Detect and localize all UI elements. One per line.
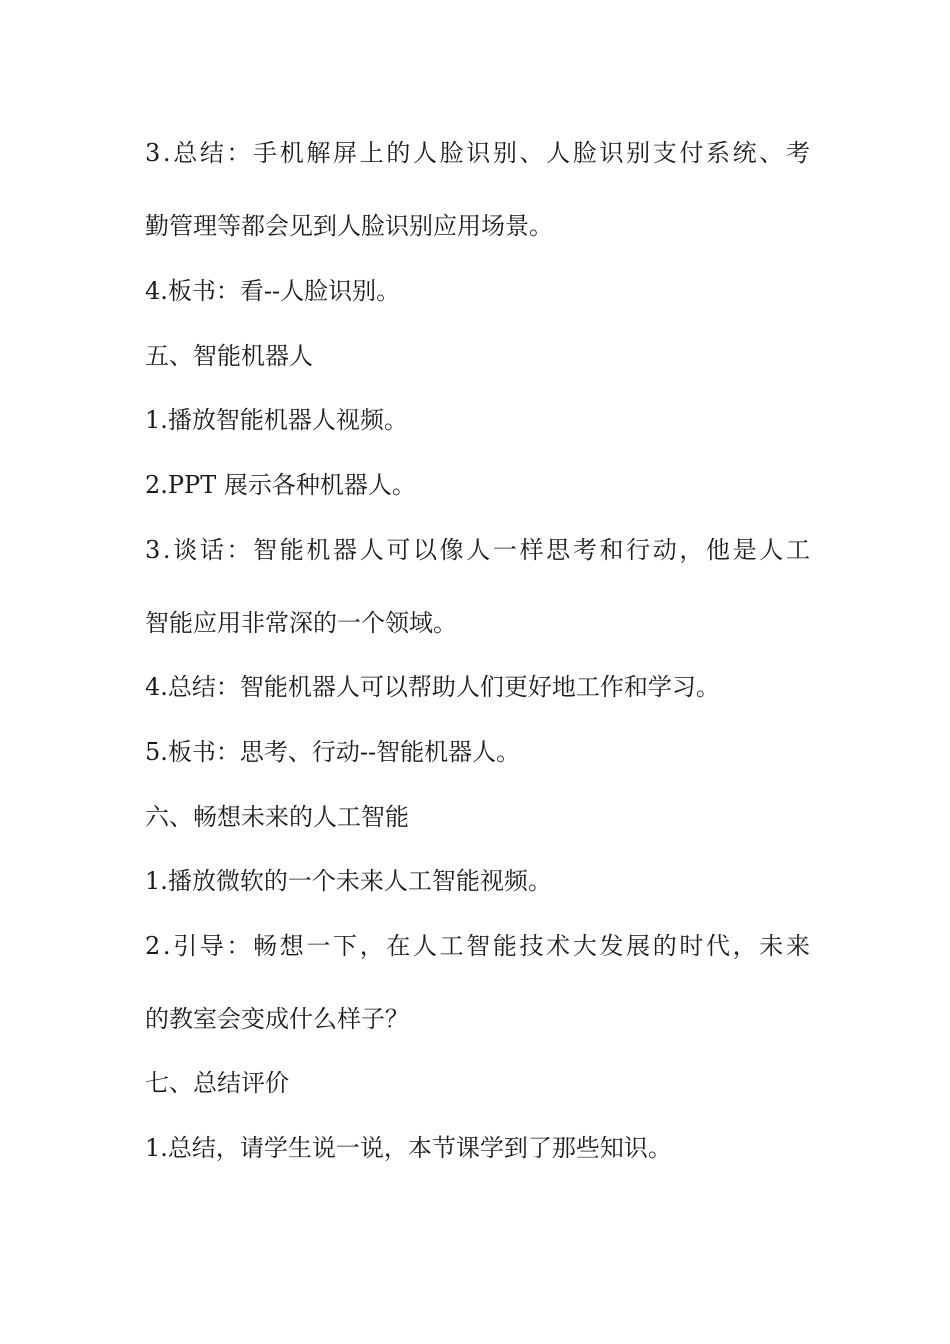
paragraph-line: 4.板书：看--人脸识别。 bbox=[145, 277, 401, 305]
paragraph-line: 1.总结，请学生说一说，本节课学到了那些知识。 bbox=[145, 1134, 672, 1162]
paragraph-line: 2 . 引 导 ： 畅 想 一 下 ， 在 人 工 智 能 技 术 大 发 展 的 时 代 ， 未 来 bbox=[145, 932, 810, 960]
section-heading: 六、畅想未来的人工智能 bbox=[145, 803, 409, 831]
paragraph-line: 4.总结：智能机器人可以帮助人们更好地工作和学习。 bbox=[145, 673, 720, 701]
paragraph-line: 3 . 总 结 ： 手 机 解 屏 上 的 人 脸 识 别 、 人 脸 识 别 支 付 系 统 、 考 bbox=[145, 139, 810, 167]
paragraph-line: 5.板书：思考、行动--智能机器人。 bbox=[145, 738, 521, 766]
section-heading: 七、总结评价 bbox=[145, 1069, 289, 1097]
paragraph-line: 1.播放微软的一个未来人工智能视频。 bbox=[145, 867, 552, 895]
paragraph-line: 2.PPT 展示各种机器人。 bbox=[145, 471, 416, 499]
paragraph-line: 智能应用非常深的一个领域。 bbox=[145, 609, 457, 637]
paragraph-line: 勤管理等都会见到人脸识别应用场景。 bbox=[145, 212, 553, 240]
paragraph-line: 1.播放智能机器人视频。 bbox=[145, 406, 408, 434]
section-heading: 五、智能机器人 bbox=[145, 342, 313, 370]
paragraph-line: 的教室会变成什么样子？ bbox=[145, 1005, 409, 1033]
paragraph-line: 3 . 谈 话 ： 智 能 机 器 人 可 以 像 人 一 样 思 考 和 行 动 ， 他 是 人 工 bbox=[145, 536, 810, 564]
